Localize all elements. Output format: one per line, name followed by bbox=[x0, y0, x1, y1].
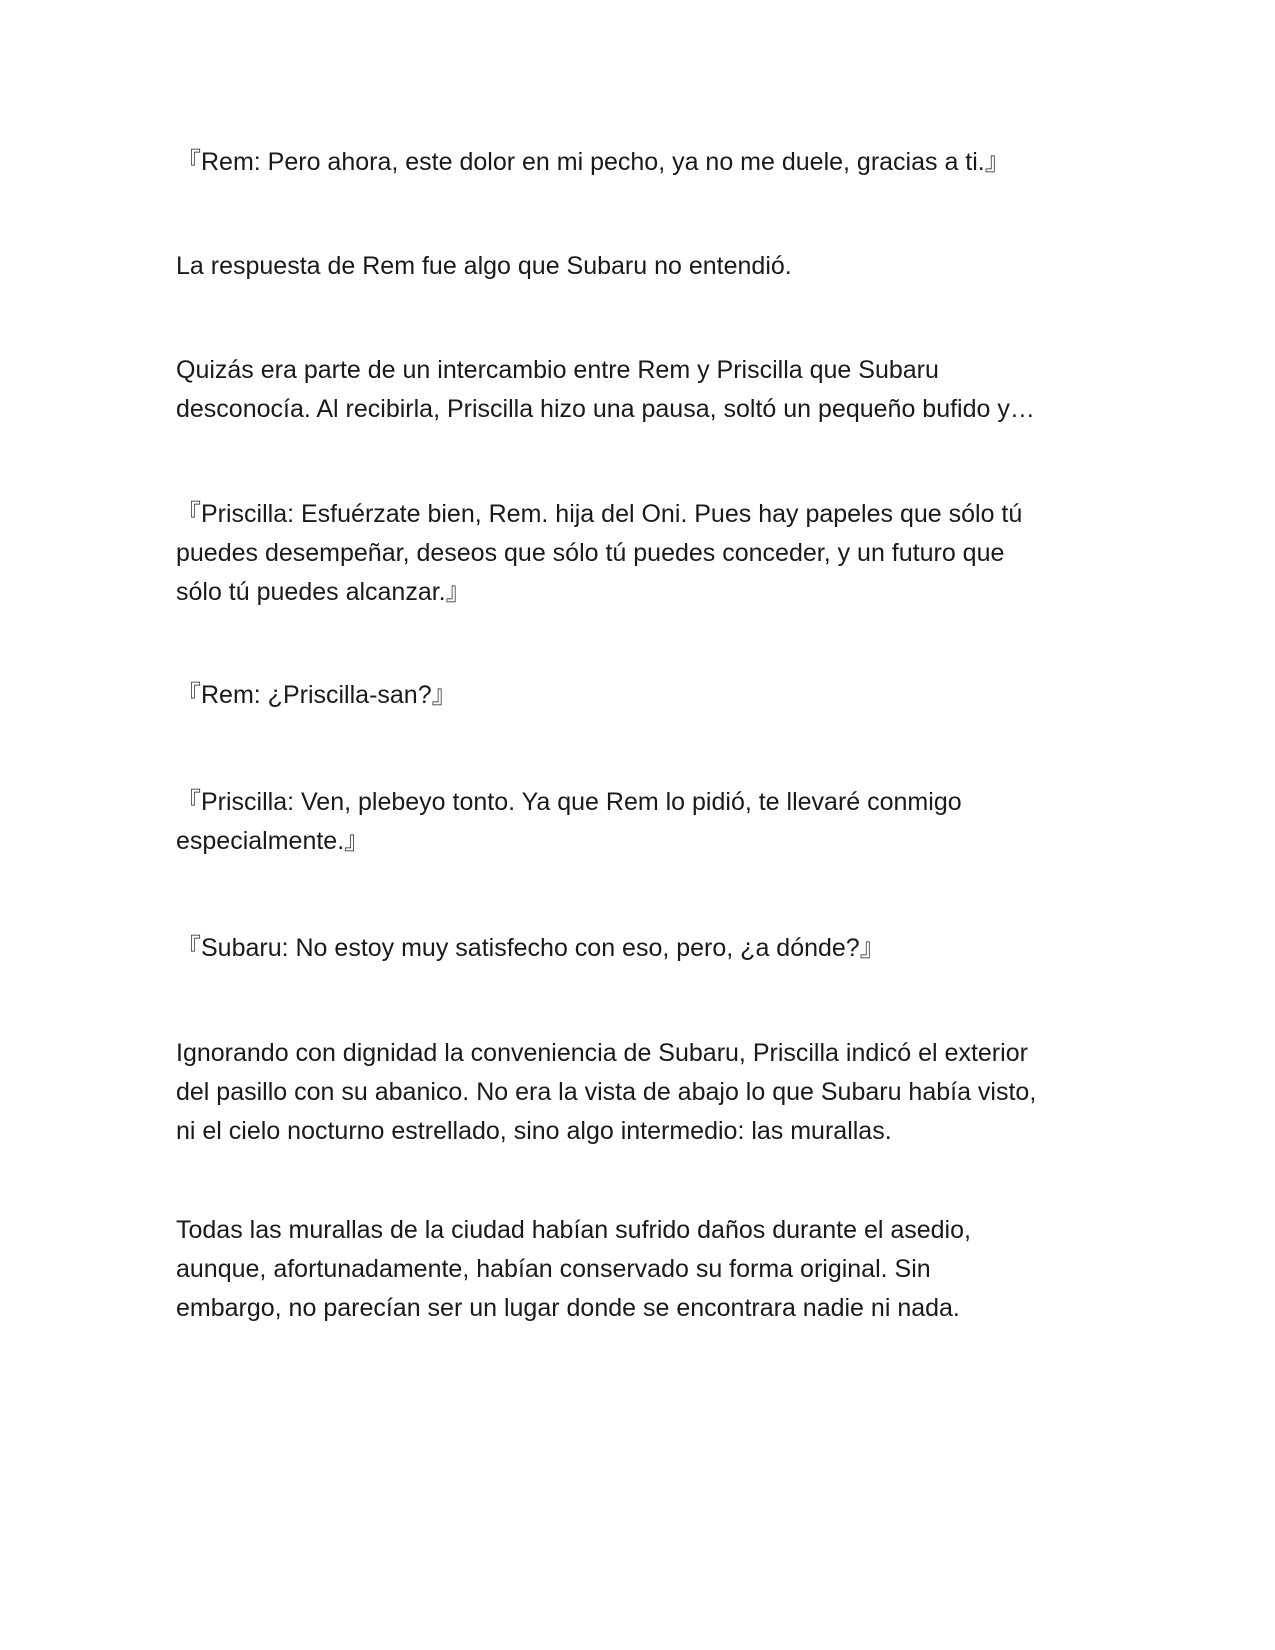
text-line: especialmente.』 bbox=[176, 827, 370, 855]
text-line: ni el cielo nocturno estrellado, sino algo intermedio: las murallas. bbox=[176, 1117, 892, 1145]
dialogue-subaru-where bbox=[176, 929, 1096, 968]
dialogue-rem-chest-pain bbox=[176, 143, 1096, 182]
text-line: embargo, no parecían ser un lugar donde se encontrara nadie ni nada. bbox=[176, 1294, 960, 1322]
text-line: aunque, afortunadamente, habían conservado su forma original. Sin bbox=[176, 1255, 931, 1283]
text-line: 『Priscilla: Esfuérzate bien, Rem. hija del Oni. Pues hay papeles que sólo tú bbox=[176, 500, 1023, 528]
dialogue-rem-question bbox=[176, 676, 1096, 715]
narration-walls-description bbox=[176, 1211, 1096, 1328]
text-line: sólo tú puedes alcanzar.』 bbox=[176, 578, 471, 606]
text-line: puedes desempeñar, deseos que sólo tú puedes conceder, y un futuro que bbox=[176, 539, 1005, 567]
dialogue-priscilla-come bbox=[176, 783, 1096, 861]
narration-walls-indication bbox=[176, 1034, 1096, 1151]
text-line: Todas las murallas de la ciudad habían sufrido daños durante el asedio, bbox=[176, 1216, 971, 1244]
text-line: 『Subaru: No estoy muy satisfecho con eso, pero, ¿a dónde?』 bbox=[176, 934, 885, 962]
text-line: Quizás era parte de un intercambio entre Rem y Priscilla que Subaru bbox=[176, 356, 939, 384]
narration-rem-response bbox=[176, 247, 1096, 286]
text-line: 『Rem: ¿Priscilla-san?』 bbox=[176, 681, 457, 709]
text-line: Ignorando con dignidad la conveniencia de Subaru, Priscilla indicó el exterior bbox=[176, 1039, 1028, 1067]
text-line: 『Rem: Pero ahora, este dolor en mi pecho, ya no me duele, gracias a ti.』 bbox=[176, 148, 1010, 176]
text-line: La respuesta de Rem fue algo que Subaru no entendió. bbox=[176, 252, 792, 280]
narration-exchange bbox=[176, 351, 1096, 429]
text-line: del pasillo con su abanico. No era la vista de abajo lo que Subaru había visto, bbox=[176, 1078, 1037, 1106]
dialogue-priscilla-encouragement bbox=[176, 495, 1096, 612]
text-line: desconocía. Al recibirla, Priscilla hizo una pausa, soltó un pequeño bufido y… bbox=[176, 395, 1035, 423]
text-line: 『Priscilla: Ven, plebeyo tonto. Ya que Rem lo pidió, te llevaré conmigo bbox=[176, 788, 962, 816]
